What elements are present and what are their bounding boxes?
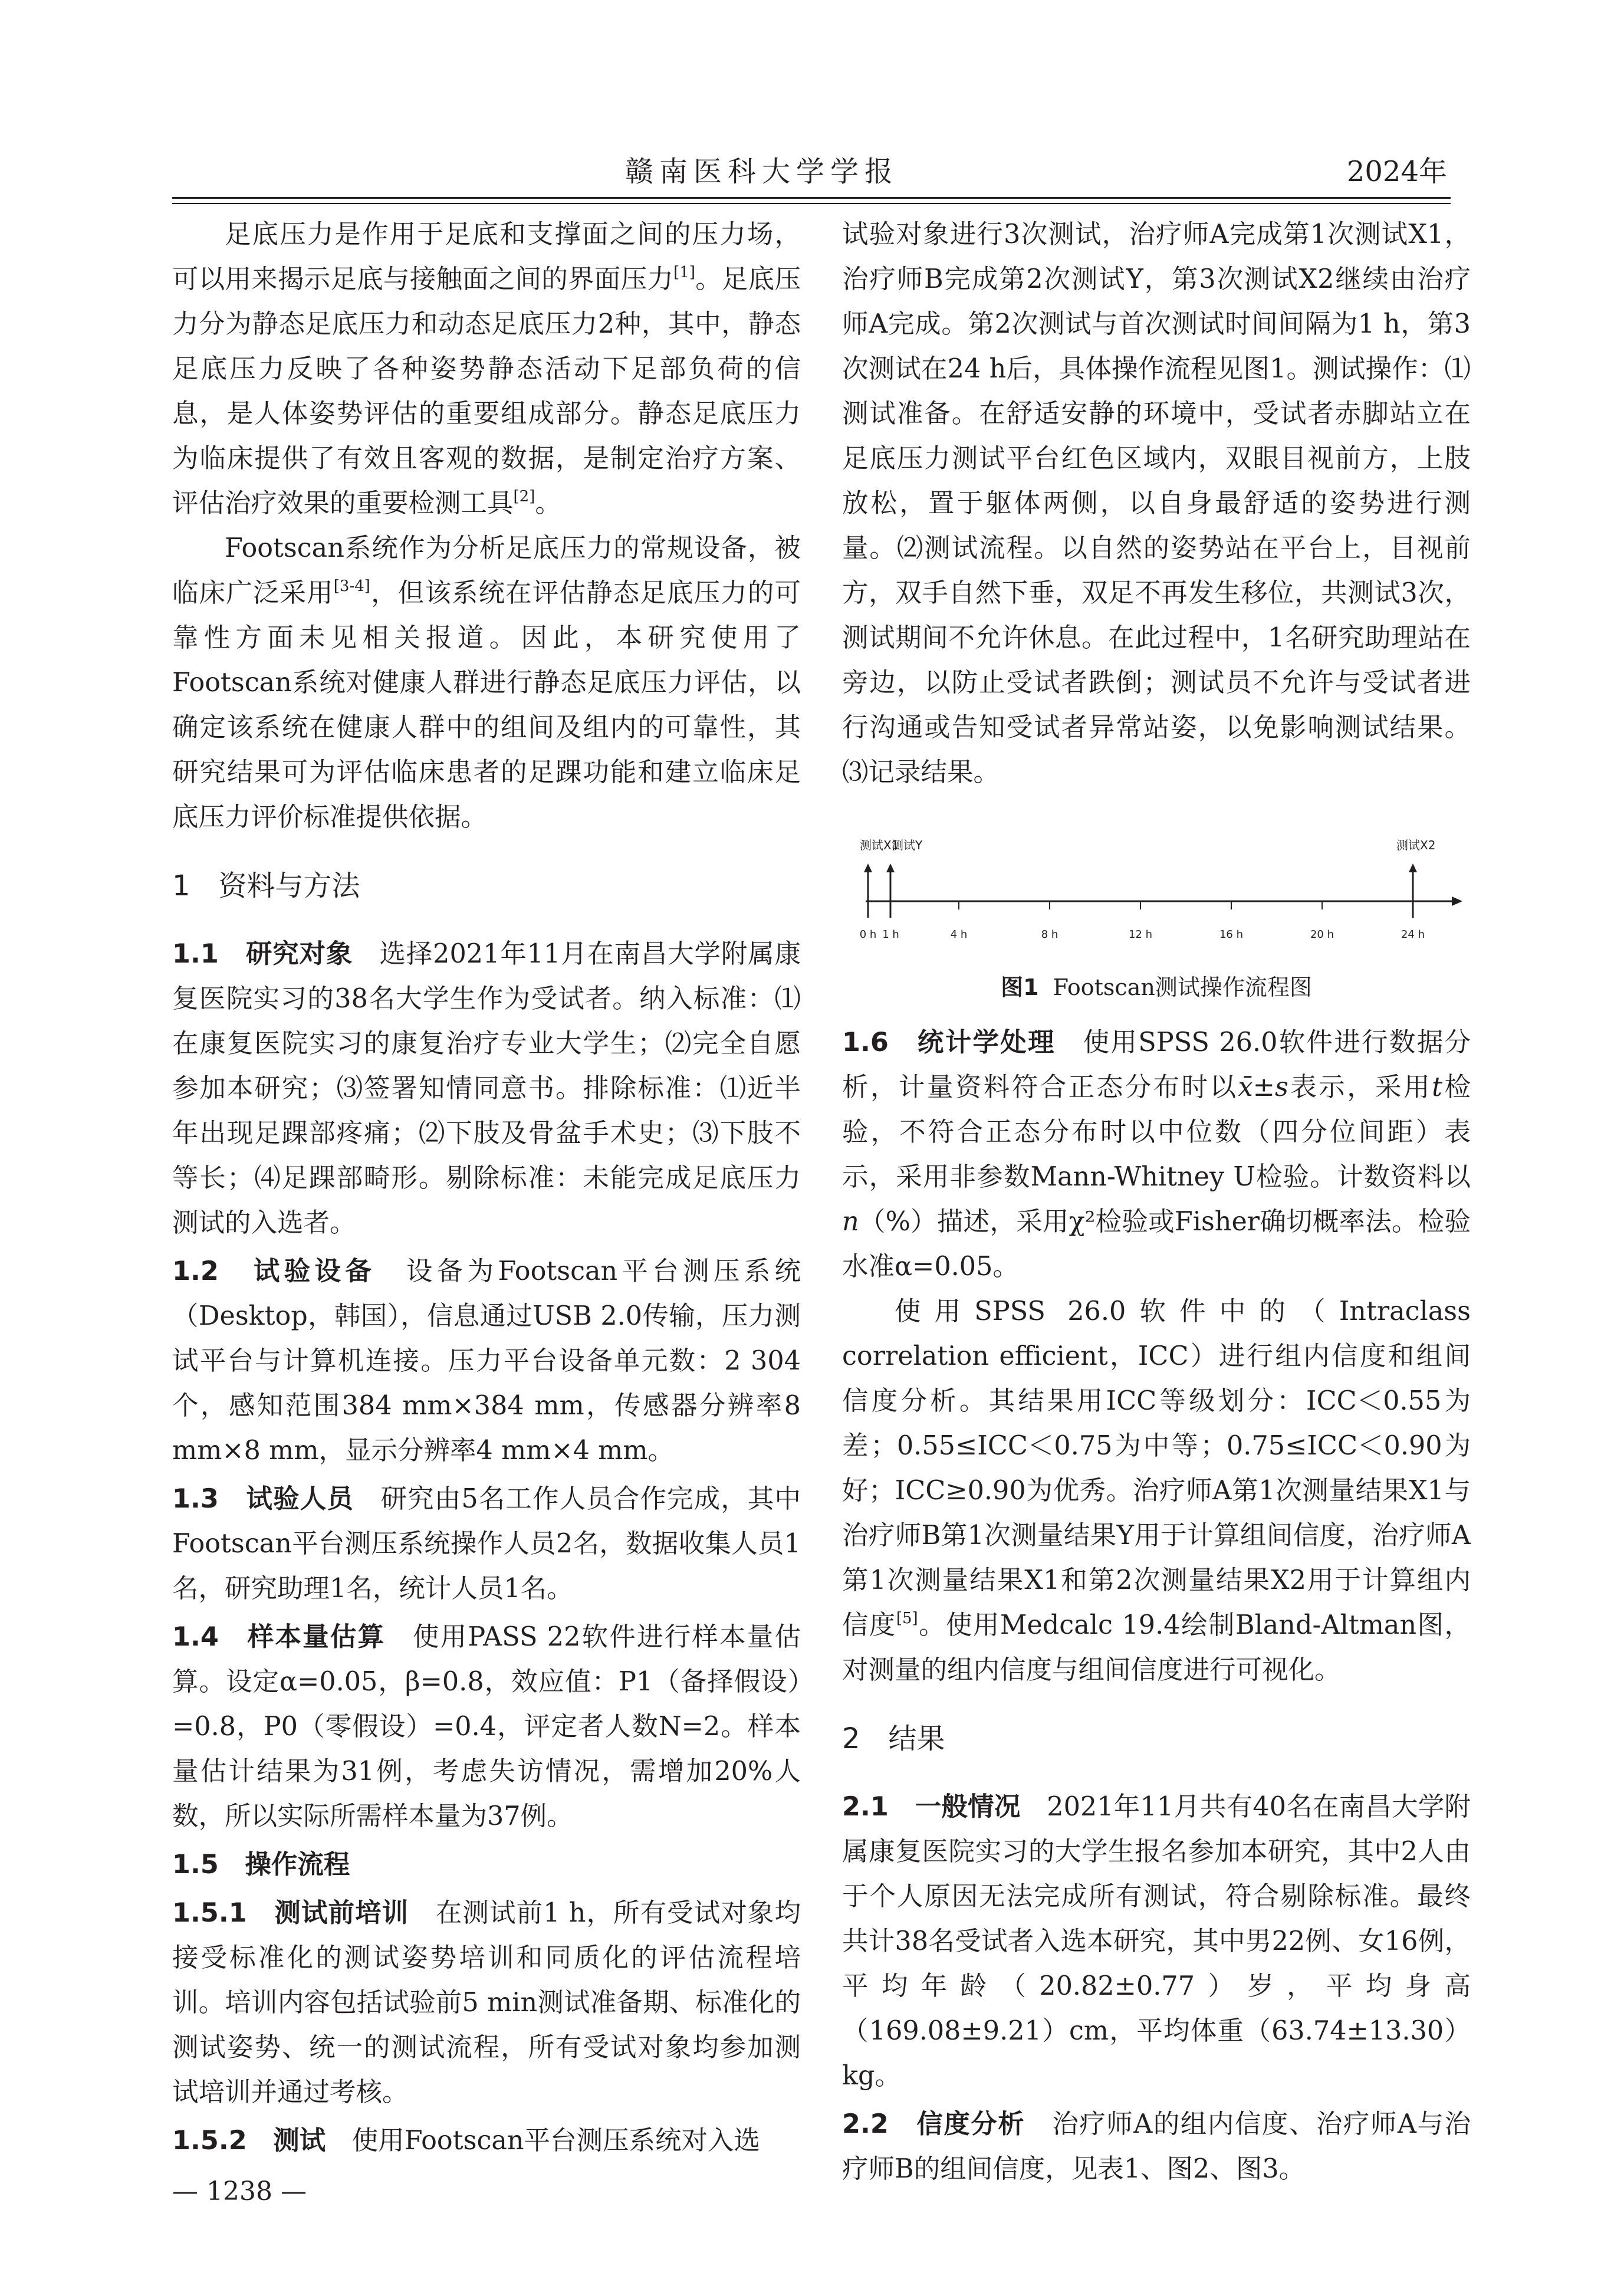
timeline-tick-label: 12 h <box>1128 928 1153 941</box>
text-2-2: 治疗师A的组内信度、治疗师A与治疗师B的组间信度，见表1、图2、图3。 <box>842 2109 1471 2184</box>
marker-x2 <box>1396 838 1435 918</box>
heading-2-2: 2.2 信度分析 <box>842 2109 1025 2139</box>
header-rule-thick <box>172 197 1451 199</box>
running-head-journal: 赣南医科大学学报 <box>625 155 899 188</box>
heading-1-5: 1.5 操作流程 <box>172 1850 350 1880</box>
section-1-3 <box>172 1477 801 1611</box>
timeline-tick-label: 1 h <box>882 928 899 941</box>
text-1-6b: 表示，采用 <box>1288 1072 1432 1102</box>
text-1-6-p2a: 使用SPSS 26.0软件中的（Intraclass correlation efficient，ICC）进行组内信度和组间信度分析。其结果用ICC等级划分：ICC＜0.55为差；0.55≤ICC＜0.75为中等；0.75≤ICC＜0.90为好；ICC≥0.90为优秀。治疗师A第1次测量结果X1与治疗师B第1次测量结果Y用于计算组间信度，治疗师A第1次测量结果X1和第2次测量结果X2用于计算组内信度 <box>842 1296 1471 1640</box>
heading-1-5-2: 1.5.2 测试 <box>172 2126 326 2156</box>
timeline-diagram <box>842 813 1471 966</box>
section-1-1 <box>172 932 801 1246</box>
section-1-6-paragraph-2 <box>842 1289 1471 1693</box>
right-column <box>842 212 1471 2192</box>
heading-1-3: 1.3 试验人员 <box>172 1484 354 1514</box>
text-1-5-2: 使用Footscan平台测压系统对入选 <box>326 2126 761 2156</box>
heading-2-1: 2.1 一般情况 <box>842 1792 1021 1822</box>
timeline-tick-label: 16 h <box>1219 928 1244 941</box>
section-2-2 <box>842 2102 1471 2192</box>
intro-text-1b: 。足底压力分为静态足底压力和动态足底压力2种，其中，静态足底压力反映了各种姿势静态活动下足部负荷的信息，是人体姿势评估的重要组成部分。静态足底压力为临床提供了有效且客观的数据，是制定治疗方案、评估治疗效果的重要检测工具 <box>172 264 801 518</box>
timeline-tick-label: 8 h <box>1041 928 1058 941</box>
section-1-2 <box>172 1249 801 1473</box>
marker-x1-label: 测试X1 <box>860 838 899 852</box>
mean-sd-symbol: x̄±s <box>1238 1072 1288 1102</box>
section-1-5-2 <box>172 2119 801 2163</box>
figure-1-label: 图1 <box>1001 974 1039 1000</box>
text-1-3: 研究由5名工作人员合作完成，其中Footscan平台测压系统操作人员2名，数据收集人员1名，研究助理1名，统计人员1名。 <box>172 1484 801 1604</box>
marker-x2-label: 测试X2 <box>1396 838 1436 852</box>
figure-1 <box>842 813 1471 966</box>
text-1-2: 设备为Footscan平台测压系统（Desktop，韩国），信息通过USB 2.0传输，压力测试平台与计算机连接。压力平台设备单元数：2 304个，感知范围384 mm×384 mm，传感器分辨率8 mm×8 mm，显示分辨率4 mm×4 mm。 <box>172 1256 801 1466</box>
marker-x1-arrow-head <box>864 863 872 872</box>
marker-y-label: 测试Y <box>892 838 923 852</box>
intro-paragraph-2 <box>172 526 801 840</box>
marker-y-arrow-head <box>886 863 895 872</box>
header-rule-thin <box>172 203 1451 204</box>
text-1-1: 选择2021年11月在南昌大学附属康复医院实习的38名大学生作为受试者。纳入标准：⑴在康复医院实习的康复治疗专业大学生；⑵完全自愿参加本研究；⑶签署知情同意书。排除标准：⑴近半年出现足踝部疼痛；⑵下肢及骨盆手术史；⑶下肢不等长；⑷足踝部畸形。剔除标准：未能完成足底压力测试的入选者。 <box>172 939 801 1238</box>
timeline-tick-label: 4 h <box>950 928 968 941</box>
intro-text-2b: ，但该系统在评估静态足底压力的可靠性方面未见相关报道。因此，本研究使用了Footscan系统对健康人群进行静态足底压力评估，以确定该系统在健康人群中的组间及组内的可靠性，其研究结果可为评估临床患者的足踝功能和建立临床足底压力评价标准提供依据。 <box>172 578 801 832</box>
intro-text-1c: 。 <box>535 488 561 518</box>
running-head-year: 2024年 <box>1346 155 1447 188</box>
timeline-ticks <box>860 901 1425 941</box>
heading-1-4: 1.4 样本量估算 <box>172 1622 386 1652</box>
marker-y <box>886 838 923 918</box>
left-column <box>172 212 801 2163</box>
marker-x2-arrow-head <box>1409 863 1417 872</box>
section-1-6 <box>842 1020 1471 1289</box>
heading-1-5-1: 1.5.1 测试前培训 <box>172 1898 409 1928</box>
text-2-1: 2021年11月共有40名在南昌大学附属康复医院实习的大学生报名参加本研究，其中2人由于个人原因无法完成所有测试，符合剔除标准。最终共计38名受试者入选本研究，其中男22例、女16例，平均年龄（20.82±0.77）岁，平均身高（169.08±9.21）cm，平均体重（63.74±13.30）kg。 <box>842 1792 1471 2091</box>
figure-1-caption <box>842 970 1471 1005</box>
citation-3-4: [3-4] <box>333 577 370 595</box>
section-1-5 <box>172 1843 801 1887</box>
text-1-4: 使用PASS 22软件进行样本量估算。设定α=0.05，β=0.8，效应值：P1（备择假设）=0.8，P0（零假设）=0.4，评定者人数N=2。样本量估计结果为31例，考虑失访情况，需增加20%人数，所以实际所需样本量为37例。 <box>172 1622 801 1831</box>
heading-1-6: 1.6 统计学处理 <box>842 1027 1056 1058</box>
heading-1-2: 1.2 试验设备 <box>172 1256 376 1286</box>
timeline-tick-label: 0 h <box>859 928 877 941</box>
text-1-6a: 使用SPSS 26.0软件进行数据分析，计量资料符合正态分布时以 <box>842 1027 1471 1102</box>
citation-1: [1] <box>673 264 695 281</box>
timeline-tick-label: 24 h <box>1401 928 1425 941</box>
section-1-5-1 <box>172 1891 801 2115</box>
page-number: — 1238 — <box>172 2176 307 2206</box>
text-1-6d: （%）描述，采用χ²检验或Fisher确切概率法。检验水准α=0.05。 <box>842 1207 1471 1282</box>
section-heading-1: 1 资料与方法 <box>172 869 360 902</box>
timeline-tick-label: 20 h <box>1310 928 1334 941</box>
section-1-5-2-continued: 试验对象进行3次测试，治疗师A完成第1次测试X1，治疗师B完成第2次测试Y，第3次测试X2继续由治疗师A完成。第2次测试与首次测试时间间隔为1 h，第3次测试在24 h后，具体操作流程见图1。测试操作：⑴测试准备。在舒适安静的环境中，受试者赤脚站立在足底压力测试平台红色区域内，双眼目视前方，上肢放松，置于躯体两侧，以自身最舒适的姿势进行测量。⑵测试流程。以自然的姿势站在平台上，目视前方，双手自然下垂，双足不再发生移位，共测试3次，测试期间不允许休息。在此过程中，1名研究助理站在旁边，以防止受试者跌倒；测试员不允许与受试者进行沟通或告知受试者异常站姿，以免影响测试结果。⑶记录结果。 <box>842 219 1471 787</box>
section-1-4 <box>172 1615 801 1839</box>
text-1-6c: 检验，不符合正态分布时以中位数（四分位间距）表示，采用非参数Mann-Whitney U检验。计数资料以 <box>842 1072 1471 1192</box>
n-symbol: n <box>842 1207 859 1237</box>
section-heading-2: 2 结果 <box>842 1722 945 1755</box>
text-1-6-p2b: 。使用Medcalc 19.4绘制Bland-Altman图，对测量的组内信度与组间信度进行可视化。 <box>842 1610 1471 1685</box>
figure-1-title: Footscan测试操作流程图 <box>1053 974 1312 1000</box>
intro-text-2: Footscan系统作为分析足底压力的常规设备，被临床广泛采用 <box>172 533 801 608</box>
heading-1-1: 1.1 研究对象 <box>172 939 353 969</box>
intro-text-1: 足底压力是作用于足底和支撑面之间的压力场，可以用来揭示足底与接触面之间的界面压力 <box>172 219 801 294</box>
t-symbol: t <box>1432 1072 1442 1102</box>
citation-2: [2] <box>513 488 535 505</box>
text-1-5-1: 在测试前1 h，所有受试对象均接受标准化的测试姿势培训和同质化的评估流程培训。培训内容包括试验前5 min测试准备期、标准化的测试姿势、统一的测试流程，所有受试对象均参加测试培训并通过考核。 <box>172 1898 801 2107</box>
section-2-1 <box>842 1785 1471 2099</box>
timeline-arrowhead <box>1452 897 1462 906</box>
intro-paragraph-1 <box>172 212 801 526</box>
citation-5: [5] <box>896 1610 918 1627</box>
